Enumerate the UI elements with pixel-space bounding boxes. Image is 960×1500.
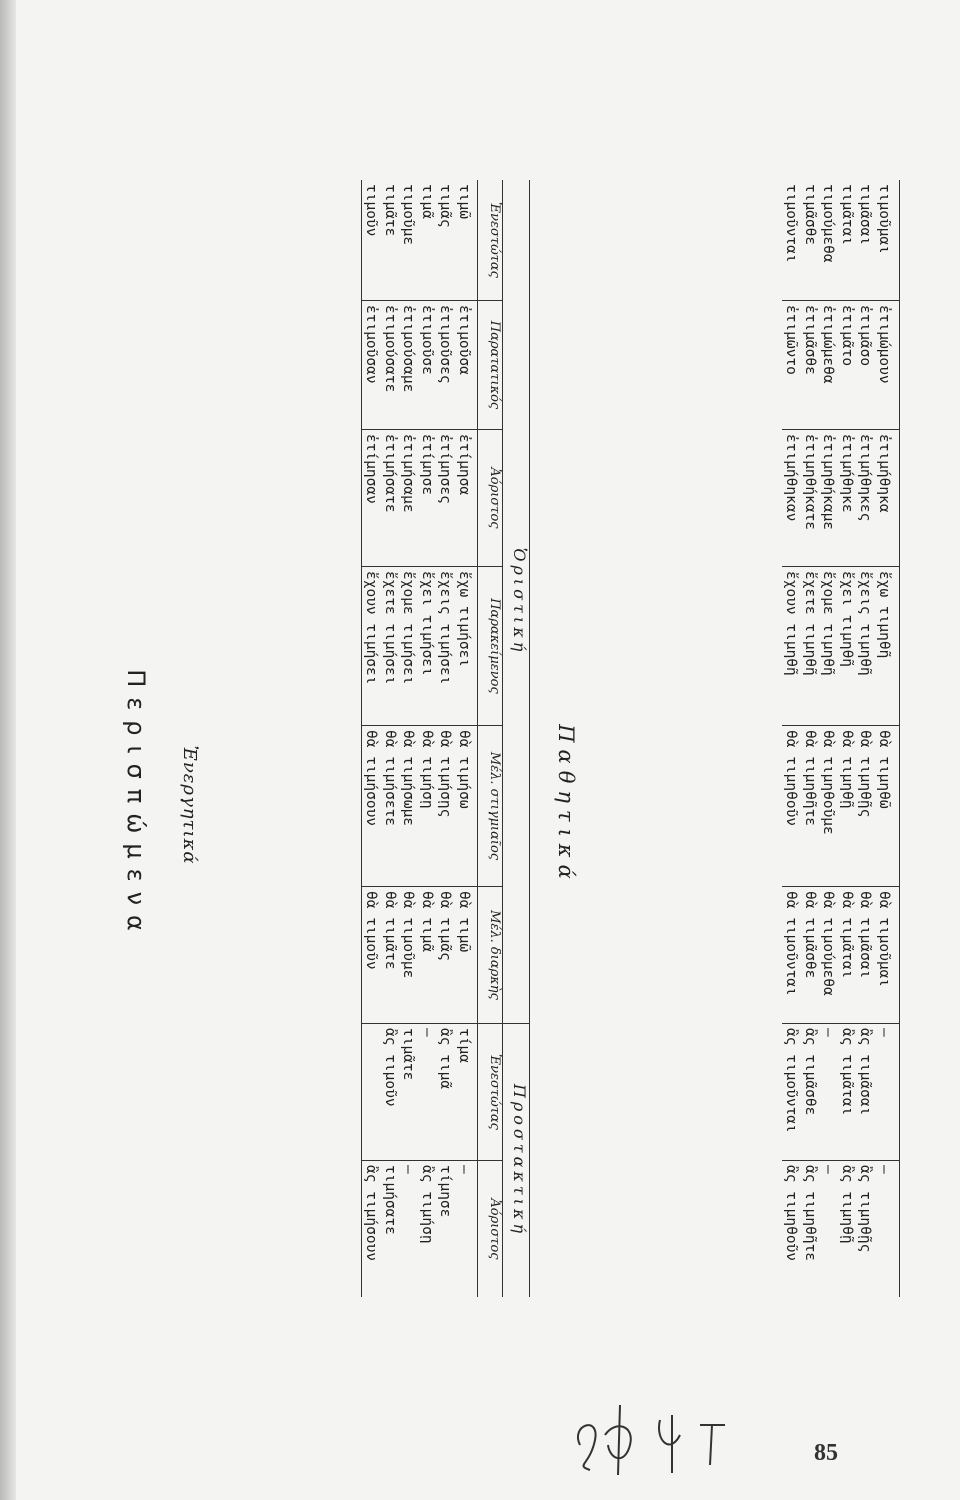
passive-imperfect-cell	[782, 301, 900, 430]
form: θὰ τιμηθῶ	[876, 730, 892, 809]
form: ἐτιμήθηκαν	[783, 434, 800, 522]
active-imperfect-cell	[362, 301, 478, 430]
form: ἐτιμᾶτο	[839, 305, 855, 367]
form: θὰ τιμᾶτε	[382, 891, 398, 970]
form: θὰ τιμοῦν	[363, 891, 380, 970]
form: ἐτιμώμεθα	[820, 305, 837, 384]
form: ἂς τιμηθοῦν	[783, 1165, 800, 1262]
handwritten-scribble	[560, 1385, 740, 1485]
form: θὰ τιμηθοῦμε	[820, 730, 837, 835]
form: ἐτιμοῦσαν	[363, 305, 380, 384]
form: ἂς τιμᾶ	[437, 1028, 454, 1090]
form: ἐτιμᾶσο	[857, 305, 874, 367]
form: τιμᾶτε	[400, 1028, 417, 1081]
form: ἐτιμοῦσα	[456, 305, 472, 375]
page-number: 85	[814, 1440, 838, 1466]
form: τιμοῦνται	[783, 184, 800, 263]
rotated-sheet	[120, 170, 940, 1440]
form: ἂς τιμηθῇς	[857, 1165, 874, 1253]
form: —	[820, 1165, 837, 1174]
form: θὰ τιμήσουν	[363, 730, 380, 827]
form: ἂς τιμοῦνται	[783, 1028, 800, 1133]
form: ἐτιμήθηκα	[876, 434, 892, 513]
page-title: Περισπώμενα	[122, 669, 150, 941]
form: θὰ τιμᾶσαι	[857, 891, 874, 979]
form: θὰ τιμηθῆτε	[802, 730, 818, 827]
active-imperative-aorist-cell	[362, 1161, 478, 1298]
form: ἐτιμώμουν	[876, 305, 892, 384]
form: ἐτιμοῦσε	[419, 305, 435, 375]
form: ἂς τιμᾶσθε	[802, 1028, 818, 1116]
form: ἂς τιμήσουν	[363, 1165, 380, 1262]
active-present-cell	[362, 180, 478, 301]
form: ἐτιμούσαμε	[400, 305, 417, 393]
form: θὰ τιμᾶσθε	[802, 891, 818, 979]
form: τιμᾶ	[419, 184, 435, 219]
form: ἂς τιμοῦν	[382, 1028, 398, 1107]
form: θὰ τιμούμεθα	[820, 891, 837, 996]
form: ἐτίμησες	[437, 434, 454, 504]
form: θὰ τιμήσετε	[382, 730, 398, 827]
form: τιμοῦν	[363, 184, 380, 237]
form: θὰ τιμηθῇ	[839, 730, 855, 809]
col-header-future-simple: Μέλ. στιγμιαῖος	[478, 726, 503, 887]
form: τίμησε	[437, 1165, 454, 1218]
form: θὰ τιμοῦμαι	[876, 891, 892, 988]
form: τιμᾶσθε	[802, 184, 818, 246]
form: θὰ τιμήσωμε	[400, 730, 417, 827]
form: θὰ τιμήσῃ	[419, 730, 435, 809]
form: —	[456, 1165, 472, 1174]
form: ἔχω τιμήσει	[456, 571, 472, 668]
imperative-group-header: Προστακτική	[503, 1024, 530, 1298]
form: θὰ τιμηθοῦν	[783, 730, 800, 827]
form: θὰ τιμᾶ	[419, 891, 435, 953]
form: —	[419, 1028, 435, 1037]
form: θὰ τιμῶ	[456, 891, 472, 953]
form: ἔχω τιμηθῆ	[876, 571, 892, 659]
form: ἔχομε τιμηθῆ	[820, 571, 837, 676]
form: ἂς τιμήσῃ	[419, 1165, 435, 1244]
form: ἐτιμήσατε	[382, 434, 398, 513]
form: ἂς τιμᾶται	[839, 1028, 855, 1116]
passive-present-cell	[782, 180, 900, 301]
passive-future-continuous-cell	[782, 887, 900, 1024]
form: ἔχουν τιμήσει	[363, 571, 380, 685]
passive-future-simple-cell	[782, 726, 900, 887]
form: ἂς τιμηθῆτε	[802, 1165, 818, 1262]
passive-conjugation-table	[782, 180, 900, 1297]
form: —	[876, 1028, 892, 1037]
col-header-imperative-aorist: Ἀόριστος	[478, 1161, 503, 1298]
col-header-aorist: Ἀόριστος	[478, 430, 503, 567]
form: ἔχουν τιμηθῆ	[783, 571, 800, 676]
passive-aorist-cell	[782, 430, 900, 567]
form: ἐτιμᾶσθε	[802, 305, 818, 375]
col-header-perfect: Παρακείμενος	[478, 567, 503, 726]
active-future-continuous-cell	[362, 887, 478, 1024]
form: θὰ τιμᾶς	[437, 891, 454, 961]
form: θὰ τιμήσω	[456, 730, 472, 809]
form: ἔχομε τιμήσει	[400, 571, 417, 685]
form: ἐτιμήθηκε	[839, 434, 855, 513]
scan-edge	[0, 0, 16, 1500]
form: τιμᾶσαι	[857, 184, 874, 246]
form: τιμήσατε	[382, 1165, 398, 1235]
form: θὰ τιμᾶται	[839, 891, 855, 979]
form: ἔχει τιμήσει	[419, 571, 435, 676]
form: ἐτιμῶντο	[783, 305, 800, 375]
active-future-simple-cell	[362, 726, 478, 887]
form: τιμῶ	[456, 184, 472, 219]
indicative-group-header: Ὁριστική	[503, 180, 530, 1024]
form: τίμα	[456, 1028, 472, 1063]
form: —	[820, 1028, 837, 1037]
col-header-present: Ἐνεστώτας	[478, 180, 503, 301]
form: ἔχεις τιμήσει	[437, 571, 454, 685]
form: ἐτιμήθηκες	[857, 434, 874, 522]
col-header-imperative-present: Ἐνεστώτας	[478, 1024, 503, 1161]
form: ἂς τιμᾶσαι	[857, 1028, 874, 1116]
active-imperative-present-cell	[362, 1024, 478, 1161]
col-header-imperfect: Παρατατικός	[478, 301, 503, 430]
form: —	[400, 1165, 417, 1174]
form: θὰ τιμήσῃς	[437, 730, 454, 818]
passive-imperative-aorist-cell	[782, 1161, 900, 1298]
active-aorist-cell	[362, 430, 478, 567]
form: τιμοῦμε	[400, 184, 417, 246]
form: ἐτίμησα	[456, 434, 472, 496]
form: τιμᾶται	[839, 184, 855, 246]
passive-perfect-cell	[782, 567, 900, 726]
form: τιμᾶτε	[382, 184, 398, 237]
form: τιμούμεθα	[820, 184, 837, 263]
form: τιμοῦμαι	[876, 184, 892, 254]
form: τιμᾶς	[437, 184, 454, 228]
form: θὰ τιμοῦμε	[400, 891, 417, 979]
form: ἐτίμησε	[419, 434, 435, 496]
form: ἔχετε τιμηθῆ	[802, 571, 818, 676]
passive-heading: Παθητικά	[554, 724, 578, 886]
form: ἔχεις τιμηθῆ	[857, 571, 874, 676]
form: ἐτιμηθήκαμε	[820, 434, 837, 531]
form: ἂς τιμηθῇ	[839, 1165, 855, 1244]
form: ἐτιμήσαμε	[400, 434, 417, 513]
form: ἐτίμησαν	[363, 434, 380, 504]
active-conjugation-table	[361, 180, 530, 1297]
active-subtitle: Ἐνεργητικά	[179, 745, 200, 865]
passive-imperative-present-cell	[782, 1024, 900, 1161]
form: ἔχει τιμηθῆ	[839, 571, 855, 668]
form: ἐτιμούσατε	[382, 305, 398, 393]
form: θὰ τιμοῦνται	[783, 891, 800, 996]
form: ἔχετε τιμήσει	[382, 571, 398, 685]
active-perfect-cell	[362, 567, 478, 726]
form: —	[876, 1165, 892, 1174]
form: ἐτιμηθήκατε	[802, 434, 818, 531]
col-header-future-continuous: Μέλ. διαρκὴς	[478, 887, 503, 1024]
form: ἐτιμοῦσες	[437, 305, 454, 384]
form: θὰ τιμηθῇς	[857, 730, 874, 818]
